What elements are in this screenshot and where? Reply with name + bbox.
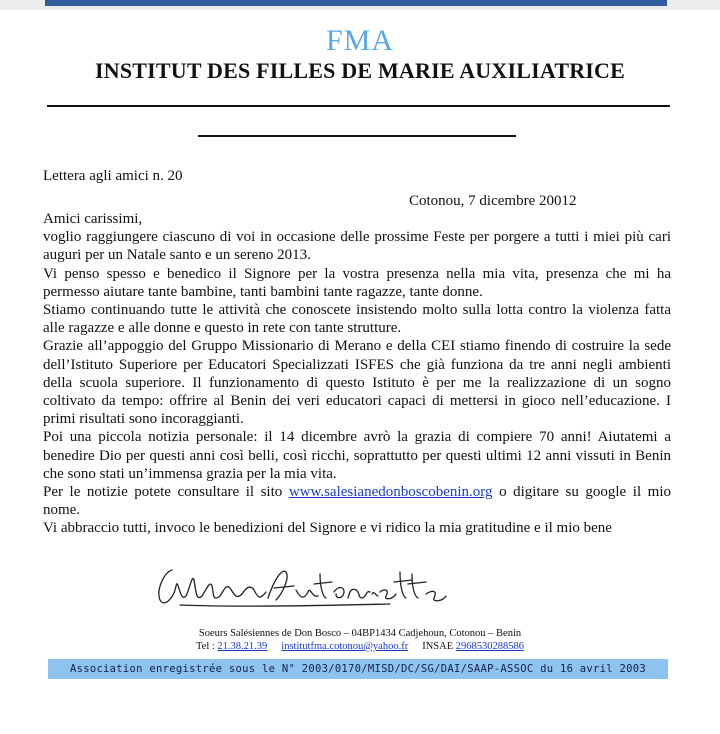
footer-contacts	[0, 641, 720, 652]
tel-label: Tel :	[195, 641, 218, 652]
top-border	[0, 0, 720, 10]
insae-label: INSAE	[422, 641, 456, 652]
header-divider	[47, 105, 670, 107]
paragraph: Stiamo continuando tutte le attività che conoscete insistendo molto sulla lotta contro la violenza fatta alle ragazze e alle donne e questo in rete con tante strutture.	[43, 302, 671, 337]
greeting: Amici carissimi,	[43, 211, 143, 227]
letter-number: Lettera agli amici n. 20	[43, 168, 183, 184]
letter-body	[43, 210, 671, 538]
website-prefix: Per le notizie potete consultare il sito	[43, 484, 289, 501]
website-suffix: o digitare su google il mio nome.	[43, 484, 671, 519]
association-banner: Association enregistrée sous le N° 2003/0170/MISD/DC/SG/DAI/SAAP-ASSOC du 16 avril 2003	[48, 659, 668, 679]
institute-title: INSTITUT DES FILLES DE MARIE AUXILIATRICE	[94, 58, 626, 83]
tel-link[interactable]: 21.38.21.39	[217, 641, 268, 652]
footer-address: Soeurs Salésiennes de Don Bosco – 04BP1434 Cadjehoun, Cotonou – Benin	[198, 628, 522, 639]
top-border-accent	[45, 0, 667, 6]
letter-date: Cotonou, 7 dicembre 20012	[409, 193, 577, 209]
insae-number[interactable]: 2968530288586	[455, 641, 524, 652]
handwritten-signature	[150, 560, 450, 612]
paragraph: Poi una piccola notizia personale: il 14 dicembre avrò la grazia di compiere 70 anni! Aiutatemi a benedire Dio per questi anni così belli, così ricchi, soprattutto per questi ultimi 12 anni vissuti in Benin che sono stati un’immensa grazia per la mia vita.	[43, 429, 671, 482]
closing: Vi abbraccio tutti, invoco le benedizioni del Signore e vi ridico la mia gratitudine e il mio bene	[43, 520, 612, 537]
paragraph: Grazie all’appoggio del Gruppo Missionario di Merano e della CEI stiamo finendo di costruire la sede dell’Istituto Superiore per Educatori Specializzati ISFES che già funziona da tre anni negli ambienti della scuola superiore. Il funzionamento di questo Istituto è per me la realizzazione di un sogno coltivato da tempo: offrire al Benin dei veri educatori capaci di mettersi in gioco nell’educazione. I primi risultati sono incoraggianti.	[43, 338, 671, 428]
website-paragraph	[43, 483, 671, 519]
website-link[interactable]: www.salesianedonboscobenin.org	[288, 484, 493, 501]
email-link[interactable]: institutfma.cotonou@yahoo.fr	[281, 641, 409, 652]
brand-logo-text: FMA	[325, 24, 395, 57]
header-divider-short	[198, 135, 516, 137]
paragraph: voglio raggiungere ciascuno di voi in occasione delle prossime Feste per porgere a tutti i miei più cari auguri per un Natale santo e un sereno 2013.	[43, 229, 671, 264]
paragraph: Vi penso spesso e benedico il Signore per la vostra presenza nella mia vita, presenza che mi ha permesso aiutare tante bambine, tanti bambini tante ragazze, tante donne.	[43, 265, 671, 300]
